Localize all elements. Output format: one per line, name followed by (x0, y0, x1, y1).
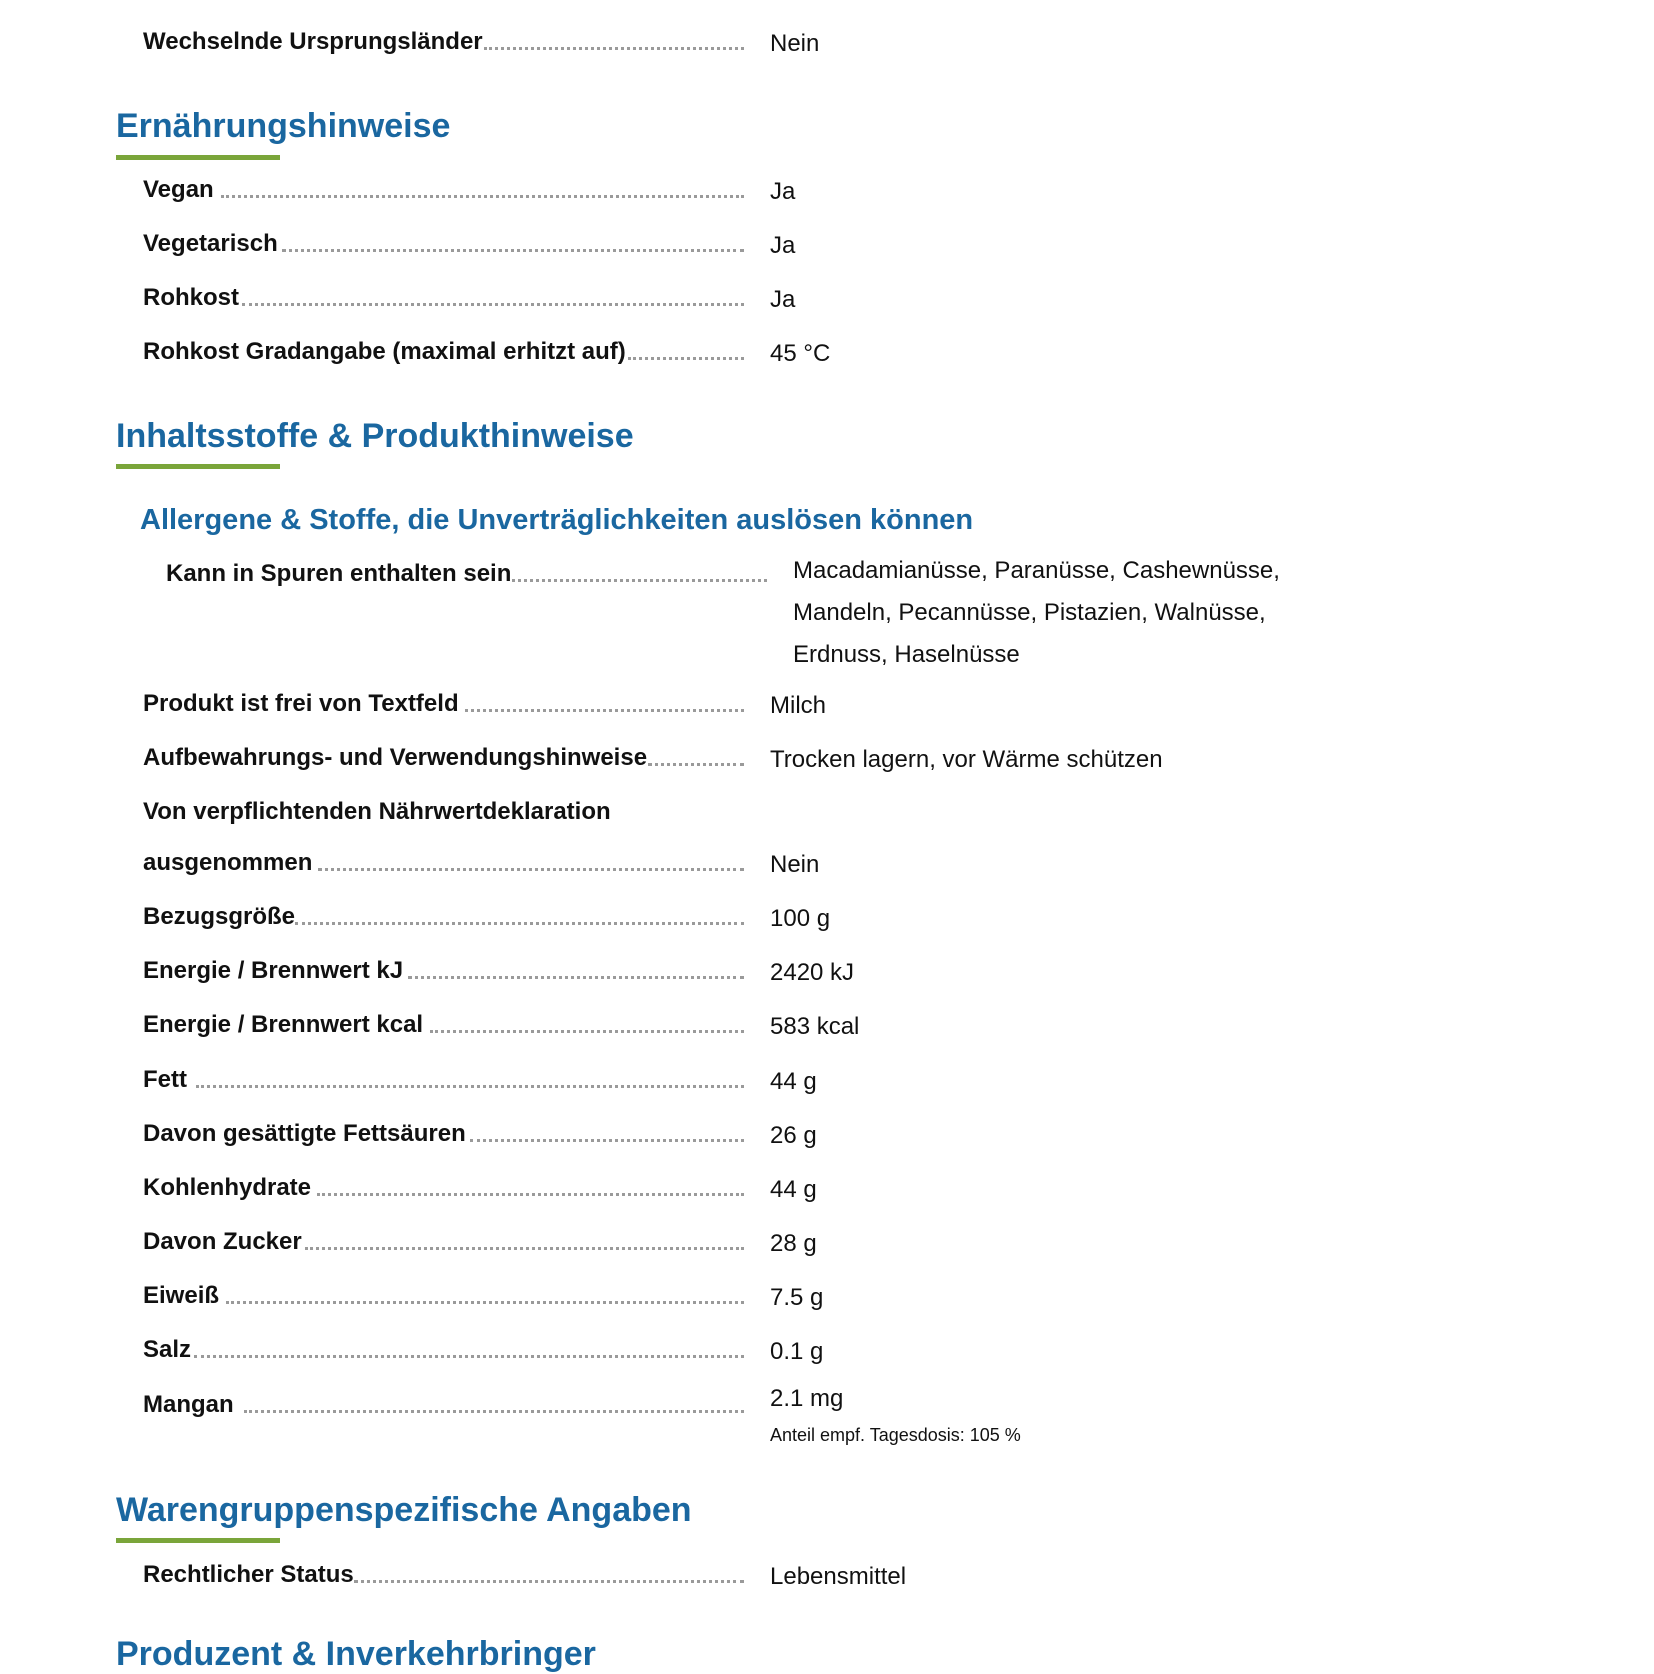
section-underline (116, 1538, 280, 1543)
dot-leader (295, 922, 744, 925)
row-rohkost (0, 284, 1654, 328)
field-label: Rohkost Gradangabe (maximal erhitzt auf) (143, 338, 626, 365)
field-label: Produkt ist frei von Textfeld (143, 690, 459, 717)
field-label: Mangan (143, 1391, 234, 1418)
section-title-ernaehrung: Ernährungshinweise (116, 107, 451, 145)
field-value: 0.1 g (770, 1338, 824, 1365)
field-value: Nein (770, 30, 820, 57)
field-label: Aufbewahrungs- und Verwendungshinweise (143, 744, 648, 771)
field-label: Kohlenhydrate (143, 1174, 312, 1201)
dot-leader (196, 1085, 744, 1088)
field-value: Milch (770, 692, 827, 719)
row-energie-kj (0, 957, 1654, 1001)
field-value: 44 g (770, 1176, 817, 1203)
dot-leader (484, 47, 744, 50)
row-vegan (0, 176, 1654, 220)
field-label: Rohkost (143, 284, 239, 311)
dot-leader (242, 303, 744, 306)
field-value: 26 g (770, 1122, 817, 1149)
dot-leader (465, 709, 744, 712)
dot-leader (226, 1301, 744, 1304)
row-vegetarisch (0, 230, 1654, 274)
field-label: Wechselnde Ursprungsländer (143, 28, 483, 55)
field-label: Energie / Brennwert kJ (143, 957, 404, 984)
spuren-line: Macadamianüsse, Paranüsse, Cashewnüsse, (793, 557, 1280, 584)
row-fett (0, 1066, 1654, 1110)
field-value: 28 g (770, 1230, 817, 1257)
row-salz (0, 1336, 1654, 1380)
dot-leader (354, 1580, 744, 1583)
field-label: Von verpflichtenden Nährwertdeklaration (143, 798, 611, 825)
dot-leader (408, 976, 744, 979)
field-value: Ja (770, 232, 796, 259)
dot-leader (305, 1247, 744, 1250)
field-label: Bezugsgröße (143, 903, 296, 930)
dot-leader (512, 579, 767, 582)
field-value: Trocken lagern, vor Wärme schützen (770, 746, 1163, 773)
field-value: 2420 kJ (770, 959, 855, 986)
subsection-title-allergene: Allergene & Stoffe, die Unverträglichkeiten auslösen können (140, 504, 974, 536)
field-value: 583 kcal (770, 1013, 860, 1040)
field-label: Eiweiß (143, 1282, 220, 1309)
spuren-line: Erdnuss, Haselnüsse (793, 641, 1020, 668)
row-ausgenommen (0, 849, 1654, 893)
field-value: Nein (770, 851, 820, 878)
field-value: Ja (770, 286, 796, 313)
field-label: Kann in Spuren enthalten sein (166, 560, 512, 587)
row-rohkost-grad (0, 338, 1654, 382)
dot-leader (430, 1030, 744, 1033)
dot-leader (194, 1355, 744, 1358)
field-value: 100 g (770, 905, 831, 932)
row-zucker (0, 1228, 1654, 1272)
dot-leader (221, 195, 744, 198)
field-value: 7.5 g (770, 1284, 824, 1311)
section-title-inhalt: Inhaltsstoffe & Produkthinweise (116, 417, 634, 455)
row-kohlenhydrate (0, 1174, 1654, 1218)
field-label: Davon Zucker (143, 1228, 302, 1255)
field-label: Vegetarisch (143, 230, 278, 257)
field-value: Lebensmittel (770, 1563, 907, 1590)
field-label: Davon gesättigte Fettsäuren (143, 1120, 466, 1147)
field-label: Salz (143, 1336, 192, 1363)
field-label: Vegan (143, 176, 214, 203)
field-label: Rechtlicher Status (143, 1561, 354, 1588)
dot-leader (648, 763, 744, 766)
row-eiweiss (0, 1282, 1654, 1326)
dot-leader (470, 1139, 744, 1142)
field-label: Fett (143, 1066, 187, 1093)
field-value: 45 °C (770, 340, 831, 367)
row-frei-von (0, 690, 1654, 734)
row-bezugsgroesse (0, 903, 1654, 947)
field-value: Ja (770, 178, 796, 205)
field-label: Energie / Brennwert kcal (143, 1011, 424, 1038)
row-ursprungslaender (0, 28, 1654, 72)
row-gesaettigte-fettsaeuren (0, 1120, 1654, 1164)
field-value: 44 g (770, 1068, 817, 1095)
mangan-note: Anteil empf. Tagesdosis: 105 % (770, 1425, 1021, 1445)
dot-leader (282, 249, 744, 252)
spuren-value (793, 550, 1280, 676)
spuren-line: Mandeln, Pecannüsse, Pistazien, Walnüsse, (793, 599, 1266, 626)
row-rechtlicher-status (0, 1561, 1654, 1605)
section-underline (116, 464, 280, 469)
section-underline (116, 155, 280, 160)
row-energie-kcal (0, 1011, 1654, 1055)
row-ausgenommen-line1 (0, 798, 1654, 842)
field-label: ausgenommen (143, 849, 313, 876)
field-value: 2.1 mg (770, 1385, 844, 1412)
section-title-produzent: Produzent & Inverkehrbringer (116, 1635, 596, 1673)
dot-leader (628, 357, 744, 360)
dot-leader (317, 1193, 744, 1196)
dot-leader (244, 1410, 744, 1413)
dot-leader (318, 868, 744, 871)
row-aufbewahrung (0, 744, 1654, 788)
section-title-waren: Warengruppenspezifische Angaben (116, 1491, 692, 1529)
